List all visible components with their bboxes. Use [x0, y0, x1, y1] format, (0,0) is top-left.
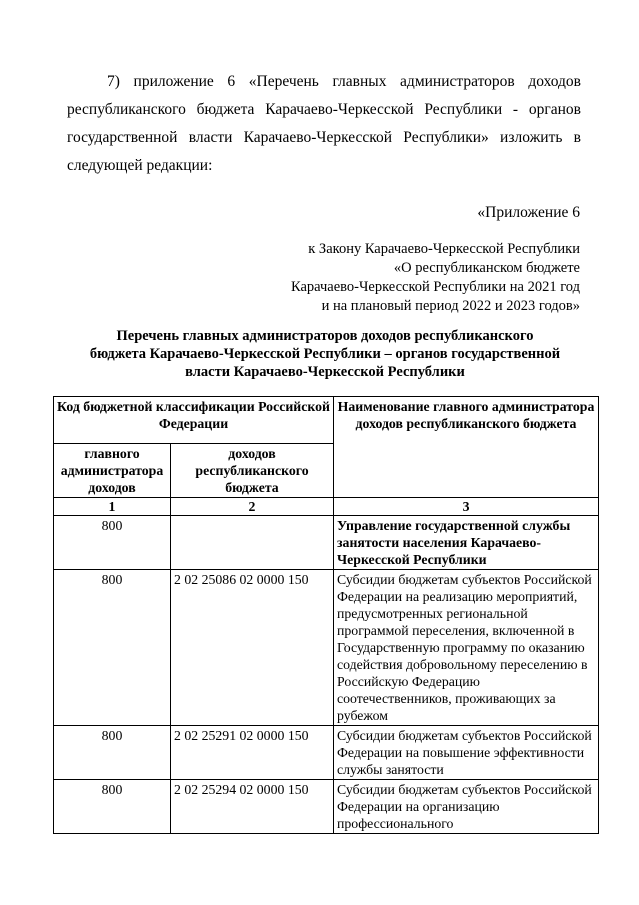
appendix-reference	[291, 240, 580, 316]
header-administrator-name: Наименование главного администратора доходов республиканского бюджета	[334, 397, 599, 498]
column-number: 3	[334, 498, 599, 516]
header-classification-code: Код бюджетной классификации Российской Федерации	[54, 397, 334, 444]
income-code-cell: 2 02 25294 02 0000 150	[171, 780, 334, 834]
name-cell: Управление государственной службы занятости населения Карачаево-Черкесской Республики	[334, 516, 599, 570]
table-row	[54, 516, 599, 570]
income-code-cell	[171, 516, 334, 570]
name-cell: Субсидии бюджетам субъектов Российской Федерации на реализацию мероприятий, предусмотренных региональной программой переселения, включенной в Государственную программу по оказанию содействия добровольному переселению в Российскую Федерацию соотечественников, проживающих за рубежом	[334, 570, 599, 726]
intro-line: республиканского бюджета Карачаево-Черкесской Республики - органов	[67, 101, 581, 118]
heading-line: Перечень главных администраторов доходов республиканского	[116, 328, 534, 344]
table-header-row	[54, 397, 599, 444]
intro-paragraph	[67, 68, 581, 180]
appendix-reference-line: Карачаево-Черкесской Республики на 2021 год	[290, 279, 580, 295]
appendix-reference-line: к Закону Карачаево-Черкесской Республики	[308, 241, 580, 257]
column-number-row	[54, 498, 599, 516]
table-row	[54, 570, 599, 726]
admin-code-cell: 800	[54, 570, 171, 726]
document-heading	[60, 327, 590, 381]
admin-code-cell: 800	[54, 516, 171, 570]
admin-code-cell: 800	[54, 726, 171, 780]
name-cell: Субсидии бюджетам субъектов Российской Федерации на повышение эффективности службы занятости	[334, 726, 599, 780]
admin-code-cell: 800	[54, 780, 171, 834]
appendix-reference-line: и на плановый период 2022 и 2023 годов»	[321, 298, 580, 314]
heading-line: бюджета Карачаево-Черкесской Республики – органов государственной	[89, 346, 561, 362]
table-row	[54, 780, 599, 834]
name-cell: Субсидии бюджетам субъектов Российской Федерации на организацию профессионального	[334, 780, 599, 834]
income-code-cell: 2 02 25086 02 0000 150	[171, 570, 334, 726]
header-budget-income: доходов республиканского бюджета	[171, 444, 334, 498]
intro-line: государственной власти Карачаево-Черкесской Республики» изложить в	[67, 129, 581, 146]
column-number: 1	[54, 498, 171, 516]
column-number: 2	[171, 498, 334, 516]
intro-line: следующей редакции:	[67, 157, 213, 174]
intro-line: 7) приложение 6 «Перечень главных администраторов доходов	[107, 73, 581, 90]
table-row	[54, 726, 599, 780]
appendix-title: «Приложение 6	[477, 204, 580, 221]
heading-line: власти Карачаево-Черкесской Республики	[185, 364, 465, 380]
income-code-cell: 2 02 25291 02 0000 150	[171, 726, 334, 780]
revenue-administrators-table	[53, 396, 599, 834]
appendix-reference-line: «О республиканском бюджете	[393, 260, 580, 276]
header-chief-administrator: главного администратора доходов	[54, 444, 171, 498]
